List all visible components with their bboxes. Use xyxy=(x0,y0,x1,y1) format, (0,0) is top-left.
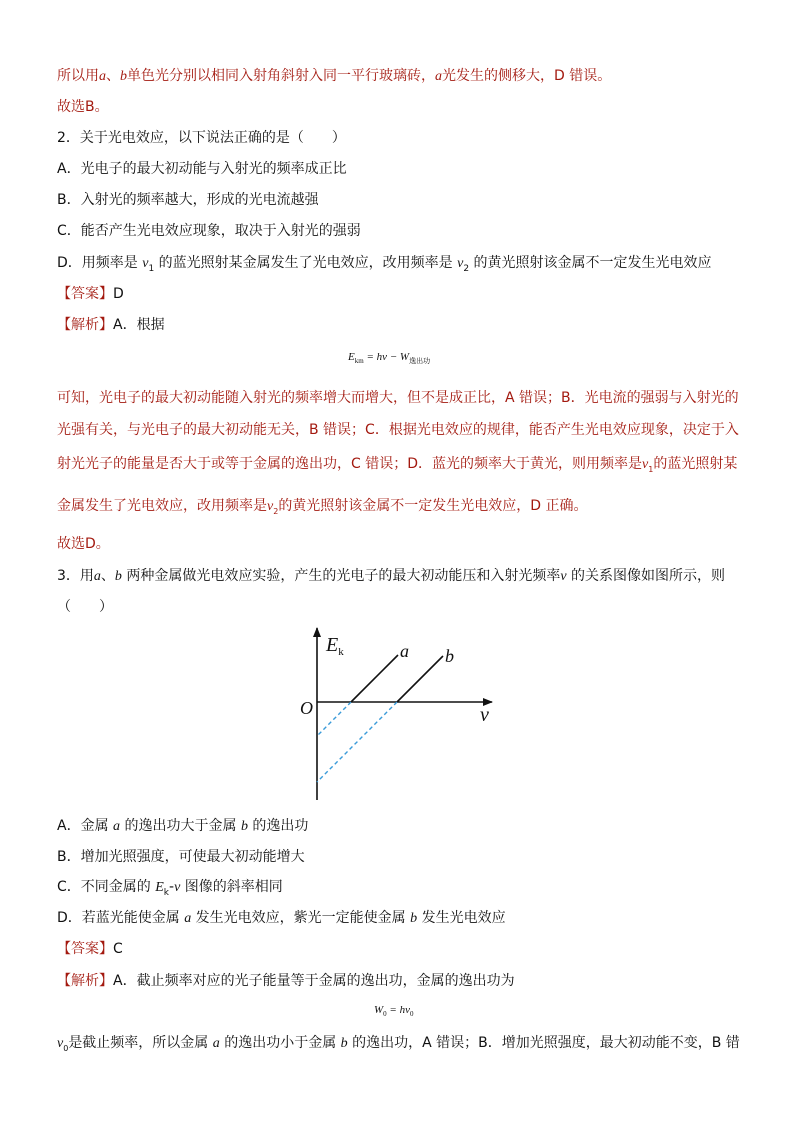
x-axis-label: ν xyxy=(480,704,489,726)
q2-analysis-line-3: 射光光子的能量是否大于或等于金属的逸出功，C 错误；D．蓝光的频率大于黄光，则用频率是$\nu_1$的蓝光照射某 xyxy=(57,456,738,474)
q3-option-b: B．增加光照强度，可使最大初动能增大 xyxy=(57,849,305,865)
q3-stem-line-1: 3．用a、b 两种金属做光电效应实验，产生的光电子的最大初动能压和入射光频率ν 的关系图像如图所示，则 xyxy=(57,568,726,584)
q3-analysis-line-1: $\nu_0$是截止频率，所以金属 a 的逸出功小于金属 b 的逸出功，A 错误；B．增加光照强度，最大初动能不变，B 错 xyxy=(57,1035,740,1053)
q2-option-b: B．入射光的频率越大，形成的光电流越强 xyxy=(57,192,319,208)
line-a-label: a xyxy=(400,641,409,661)
q2-formula: $E_{km} = h\nu - W_{逸出功}$ xyxy=(348,351,431,366)
q2-answer: 【答案】D xyxy=(57,286,124,302)
q3-option-c: C．不同金属的 $E_k-\nu$ 图像的斜率相同 xyxy=(57,879,283,898)
q2-stem: 2．关于光电效应，以下说法正确的是（ ） xyxy=(57,130,346,146)
q1-conclusion: 故选B。 xyxy=(57,99,109,115)
line-b xyxy=(397,656,443,702)
q3-stem-line-2: （ ） xyxy=(57,599,113,615)
q2-option-d: D．用频率是 $\nu_1$ 的蓝光照射某金属发生了光电效应，改用频率是 $\nu_2$ 的黄光照射该金属不一定发生光电效应 xyxy=(57,255,712,274)
q3-analysis-intro: 【解析】A．截止频率对应的光子能量等于金属的逸出功，金属的逸出功为 xyxy=(57,973,515,989)
line-a-extension xyxy=(317,702,351,736)
q2-analysis-line-1: 可知，光电子的最大初动能随入射光的频率增大而增大，但不是成正比，A 错误；B．光电流的强弱与入射光的 xyxy=(57,390,739,406)
origin-label: O xyxy=(300,698,313,718)
q2-conclusion: 故选D。 xyxy=(57,536,110,552)
q2-option-c: C．能否产生光电效应现象，取决于入射光的强弱 xyxy=(57,223,361,239)
q2-analysis-intro: 【解析】A．根据 xyxy=(57,317,165,333)
q2-option-a: A．光电子的最大初动能与入射光的频率成正比 xyxy=(57,161,347,177)
q3-option-d: D．若蓝光能使金属 a 发生光电效应，紫光一定能使金属 b 发生光电效应 xyxy=(57,910,506,926)
y-axis-label: $E_k$ xyxy=(326,634,344,658)
q2-analysis-line-4: 金属发生了光电效应，改用频率是$\nu_2$的黄光照射该金属不一定发生光电效应，D 正确。 xyxy=(57,498,588,516)
q2-analysis-line-2: 光强有关，与光电子的最大初动能无关，B 错误；C．根据光电效应的规律，能否产生光电效应现象，决定于入 xyxy=(57,422,739,438)
q3-answer: 【答案】C xyxy=(57,941,123,957)
line-a xyxy=(351,655,398,702)
q3-option-a: A．金属 a 的逸出功大于金属 b 的逸出功 xyxy=(57,818,309,834)
q1-line-1: 所以用a、b单色光分别以相同入射角斜射入同一平行玻璃砖，a光发生的侧移大，D 错误。 xyxy=(57,68,612,84)
q3-formula: $W_0 = h\nu_0$ xyxy=(374,1004,414,1019)
q3-graph xyxy=(290,620,510,810)
line-b-extension xyxy=(317,702,397,782)
line-b-label: b xyxy=(445,646,454,666)
